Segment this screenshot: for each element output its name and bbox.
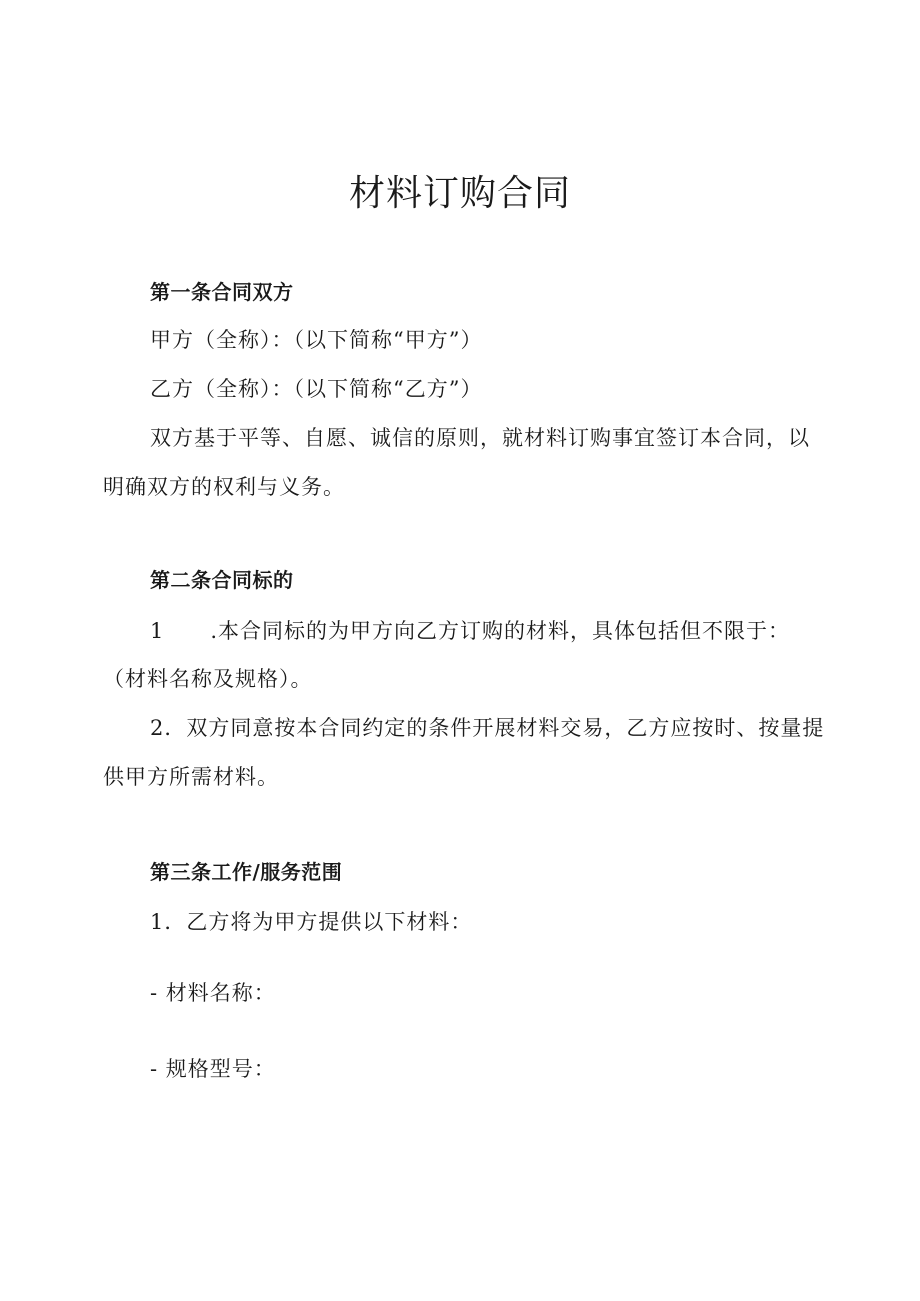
subject-item-1-text: .本合同标的为甲方向乙方订购的材料，具体包括但不限于： [210,619,791,643]
intro-paragraph-line-1: 双方基于平等、自愿、诚信的原则，就材料订购事宜签订本合同，以 [150,426,810,450]
party-a-line: 甲方（全称）：（以下简称“甲方”） [150,328,483,352]
party-b-line: 乙方（全称）：（以下简称“乙方”） [150,377,483,401]
section-heading-subject: 第二条合同标的 [150,568,294,592]
intro-paragraph-line-2: 明确双方的权利与义务。 [103,475,345,499]
material-name-line: - 材料名称： [150,981,276,1005]
subject-item-1-number: 1 [150,619,165,643]
section-heading-scope: 第三条工作/服务范围 [150,860,343,884]
subject-item-2-line-1: 2．双方同意按本合同约定的条件开展材料交易，乙方应按时、按量提 [150,716,825,740]
document-title: 材料订购合同 [348,173,571,214]
spec-model-line: - 规格型号： [150,1057,276,1081]
subject-item-1-line-2: （材料名称及规格）。 [103,667,313,691]
subject-item-1-line-1 [150,616,790,646]
scope-item-1: 1．乙方将为甲方提供以下材料： [150,910,473,934]
subject-item-2-line-2: 供甲方所需材料。 [103,765,279,789]
section-heading-parties: 第一条合同双方 [150,280,294,304]
